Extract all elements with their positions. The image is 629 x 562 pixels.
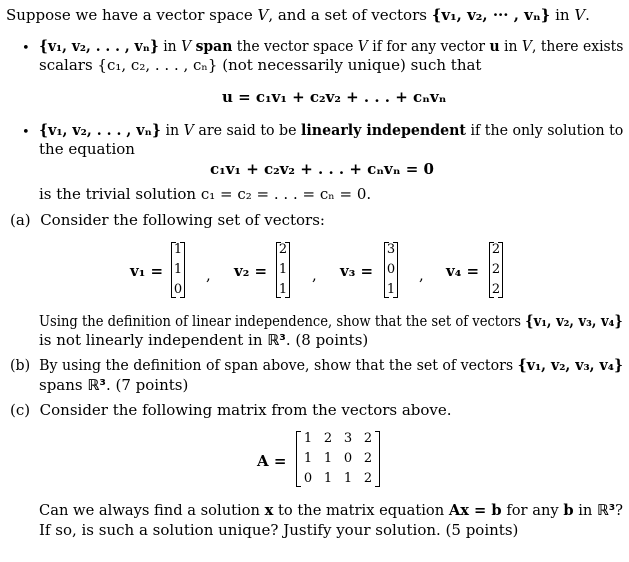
part-c-label: (c) <box>10 401 31 419</box>
span-definition-line1: {v₁, v₂, . . . , vₙ} in V span the vector space V if for any vector u in V, there exists <box>39 37 624 55</box>
vector-v4: 2 2 2 <box>489 242 503 298</box>
span-equation: u = c₁v₁ + c₂v₂ + . . . + cₙvₙ <box>222 88 447 106</box>
vector-v2-label: v₂ = <box>234 262 268 280</box>
part-b-question-line1: (b) By using the definition of span above, show that the set of vectors {v₁, v₂, v₃, v₄} <box>10 356 624 374</box>
part-a-question-line2: is not linearly independent in ℝ³. (8 points) <box>39 331 369 349</box>
part-b-question-line2: spans ℝ³. (7 points) <box>39 376 189 394</box>
vector-v4-label: v₄ = <box>446 262 480 280</box>
vector-set: {v₁, v₂, ··· , vₙ} <box>431 6 551 24</box>
bullet-icon: • <box>22 125 30 140</box>
vector-v1: 1 1 0 <box>171 242 185 298</box>
part-b-label: (b) <box>10 356 31 374</box>
vector-v2: 2 1 1 <box>276 242 290 298</box>
bullet-icon: • <box>22 41 30 56</box>
trivial-solution-line: is the trivial solution c₁ = c₂ = . . . = cₙ = 0. <box>39 185 372 203</box>
matrix-a: 1 2 3 2 1 1 0 2 0 1 1 2 <box>296 431 380 487</box>
independence-definition-line2: the equation <box>39 140 135 158</box>
independence-definition-line1: {v₁, v₂, . . . , vₙ} in V are said to be linearly independent if the only solution to <box>39 121 624 139</box>
span-keyword: span <box>195 37 233 55</box>
independence-equation: c₁v₁ + c₂v₂ + . . . + cₙvₙ = 0 <box>210 160 434 178</box>
part-a-question-line1: Using the definition of linear independence, show that the set of vectors {v₁, v₂, v₃, v₄} <box>39 312 623 330</box>
part-c-question-line1: Can we always find a solution x to the matrix equation Ax = b for any b in ℝ³? <box>39 501 624 519</box>
part-a-heading: (a) Consider the following set of vectors: <box>10 211 325 229</box>
matrix-a-label: A = <box>257 452 287 470</box>
vector-v3: 3 0 1 <box>384 242 398 298</box>
vector-v3-label: v₃ = <box>340 262 374 280</box>
vector-v1-label: v₁ = <box>130 262 164 280</box>
linearly-independent-keyword: linearly independent <box>301 121 466 139</box>
part-c-heading: (c) Consider the following matrix from the vectors above. <box>10 401 452 419</box>
part-c-question-line2: If so, is such a solution unique? Justify your solution. (5 points) <box>39 521 519 539</box>
intro-line: Suppose we have a vector space V, and a set of vectors {v₁, v₂, ··· , vₙ} in V. <box>6 6 590 24</box>
part-a-label: (a) <box>10 211 31 229</box>
span-definition-line2: scalars {c₁, c₂, . . . , cₙ} (not necessarily unique) such that <box>39 56 482 74</box>
